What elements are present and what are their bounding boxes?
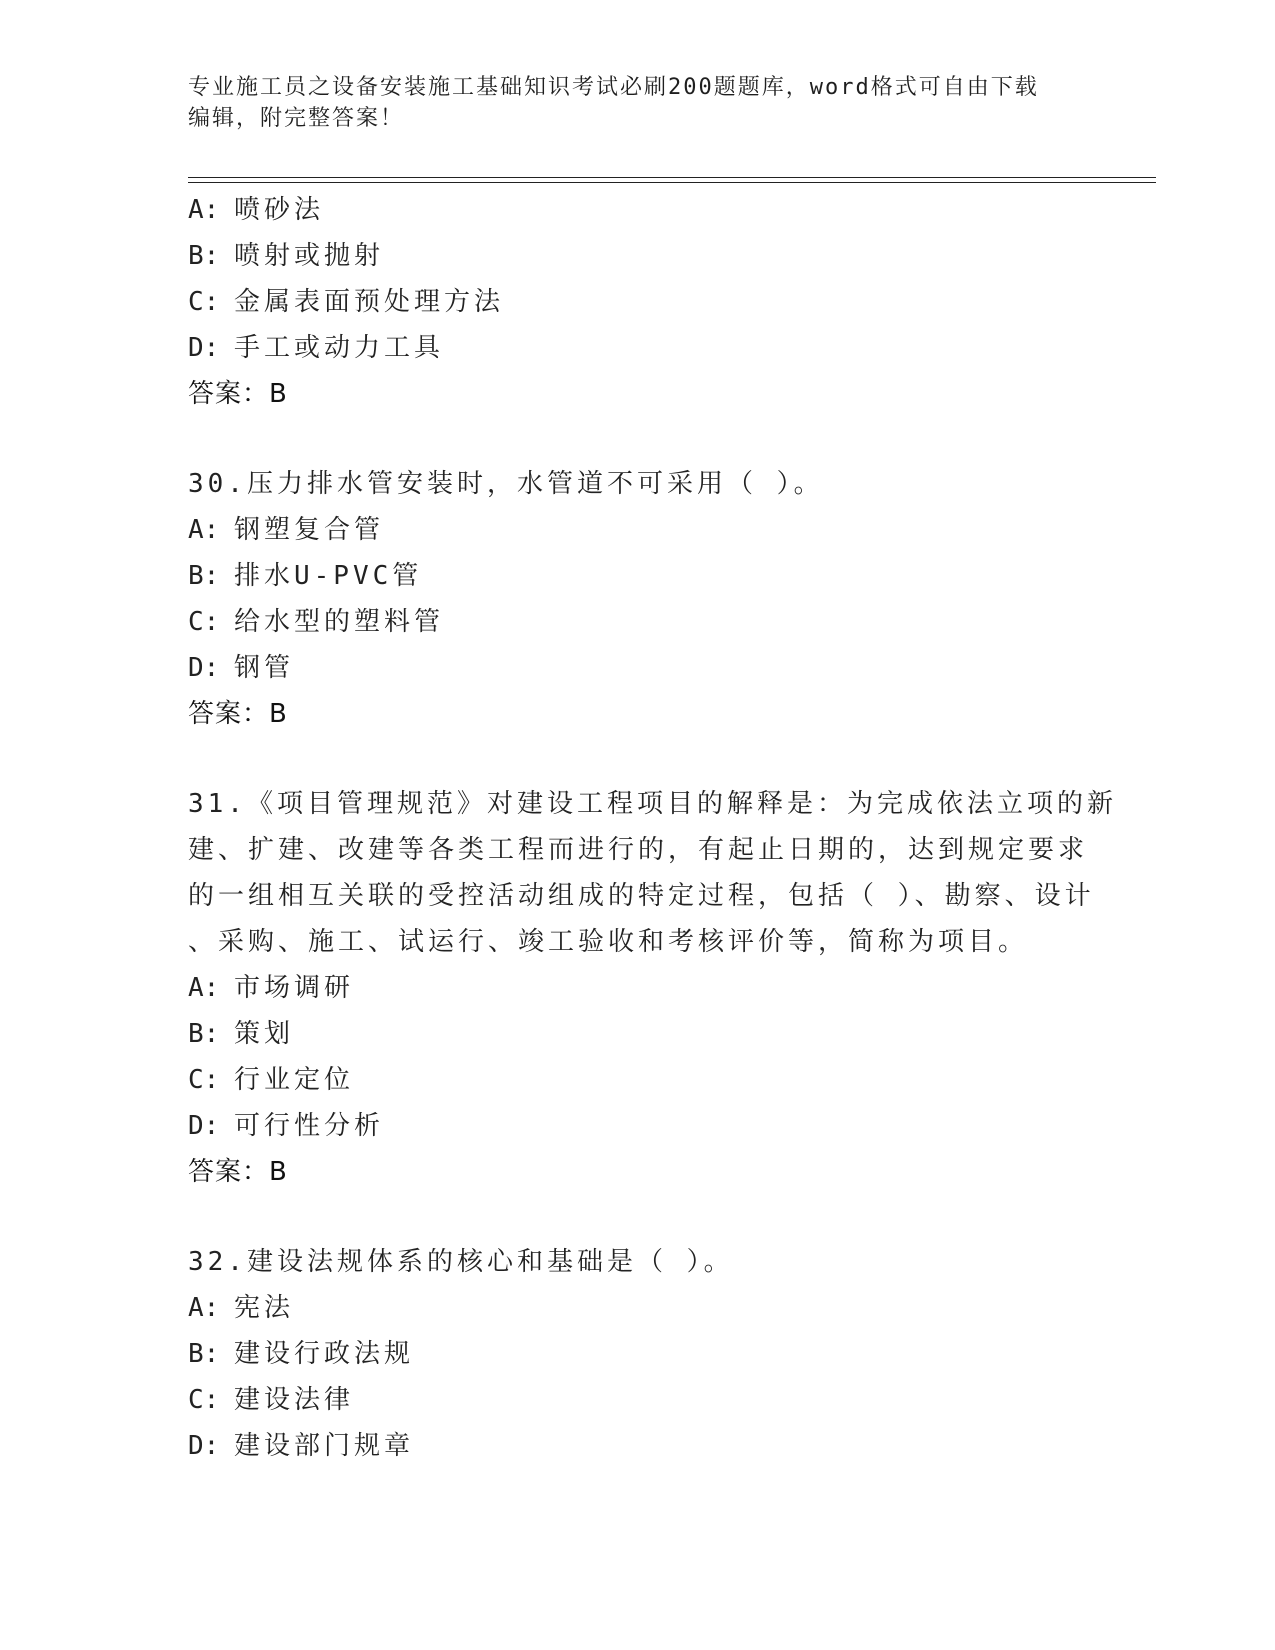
option-letter: C: xyxy=(188,287,220,317)
header-divider-top xyxy=(188,177,1156,178)
answer-option xyxy=(188,965,1088,1011)
option-text: 给水型的塑料管 xyxy=(234,607,445,637)
header-divider-bottom xyxy=(188,182,1156,183)
question-text-line: 的一组相互关联的受控活动组成的特定过程，包括（ ）、勘察、设计 xyxy=(188,881,1095,911)
answer-key: 答案：B xyxy=(188,1157,288,1187)
option-letter: C: xyxy=(188,607,220,637)
document-header xyxy=(188,72,1068,134)
header-line-1: 专业施工员之设备安装施工基础知识考试必刷200题题库，word格式可自由下载 xyxy=(188,75,1039,100)
answer-key: 答案：B xyxy=(188,699,288,729)
option-text: 建设部门规章 xyxy=(234,1431,415,1461)
question-block xyxy=(188,187,1088,417)
answer-option xyxy=(188,1331,1088,1377)
option-text: 钢管 xyxy=(234,653,295,683)
header-line-2: 编辑，附完整答案！ xyxy=(188,106,405,131)
option-text: 钢塑复合管 xyxy=(234,515,385,545)
block-spacer xyxy=(188,417,1088,461)
option-letter: B: xyxy=(188,561,220,591)
option-letter: A: xyxy=(188,1293,220,1323)
option-letter: D: xyxy=(188,333,220,363)
answer-option xyxy=(188,233,1088,279)
question-text-line: 、采购、施工、试运行、竣工验收和考核评价等，简称为项目。 xyxy=(188,927,1029,957)
option-text: 市场调研 xyxy=(234,973,355,1003)
option-text: 策划 xyxy=(234,1019,295,1049)
option-letter: D: xyxy=(188,1431,220,1461)
option-letter: B: xyxy=(188,241,220,271)
question-text-line: 32.建设法规体系的核心和基础是（ ）。 xyxy=(188,1247,734,1277)
block-spacer xyxy=(188,737,1088,781)
option-letter: B: xyxy=(188,1339,220,1369)
option-letter: A: xyxy=(188,973,220,1003)
answer-option xyxy=(188,325,1088,371)
answer-option xyxy=(188,1103,1088,1149)
option-text: 建设行政法规 xyxy=(234,1339,415,1369)
option-letter: D: xyxy=(188,653,220,683)
option-text: 可行性分析 xyxy=(234,1111,385,1141)
option-letter: A: xyxy=(188,515,220,545)
answer-option xyxy=(188,279,1088,325)
answer-option xyxy=(188,599,1088,645)
option-text: 排水U-PVC管 xyxy=(234,561,423,591)
question-block xyxy=(188,1239,1088,1469)
option-letter: B: xyxy=(188,1019,220,1049)
option-text: 金属表面预处理方法 xyxy=(234,287,505,317)
block-spacer xyxy=(188,1195,1088,1239)
option-letter: C: xyxy=(188,1065,220,1095)
answer-option xyxy=(188,1285,1088,1331)
answer-option xyxy=(188,1011,1088,1057)
answer-option xyxy=(188,645,1088,691)
option-text: 喷砂法 xyxy=(234,195,325,225)
option-text: 手工或动力工具 xyxy=(234,333,445,363)
question-list xyxy=(188,187,1117,1469)
option-letter: C: xyxy=(188,1385,220,1415)
option-letter: D: xyxy=(188,1111,220,1141)
answer-option xyxy=(188,553,1088,599)
option-text: 行业定位 xyxy=(234,1065,355,1095)
answer-option xyxy=(188,1423,1088,1469)
answer-option xyxy=(188,1377,1088,1423)
answer-option xyxy=(188,1057,1088,1103)
option-text: 喷射或抛射 xyxy=(234,241,385,271)
option-letter: A: xyxy=(188,195,220,225)
answer-key: 答案：B xyxy=(188,379,288,409)
question-block xyxy=(188,461,1088,737)
option-text: 宪法 xyxy=(234,1293,295,1323)
question-block xyxy=(188,781,1117,1195)
answer-option xyxy=(188,187,1088,233)
question-text-line: 建、扩建、改建等各类工程而进行的，有起止日期的，达到规定要求 xyxy=(188,835,1089,865)
option-text: 建设法律 xyxy=(234,1385,355,1415)
question-text-line: 31.《项目管理规范》对建设工程项目的解释是：为完成依法立项的新 xyxy=(188,789,1117,819)
question-text-line: 30.压力排水管安装时，水管道不可采用（ ）。 xyxy=(188,469,824,499)
answer-option xyxy=(188,507,1088,553)
